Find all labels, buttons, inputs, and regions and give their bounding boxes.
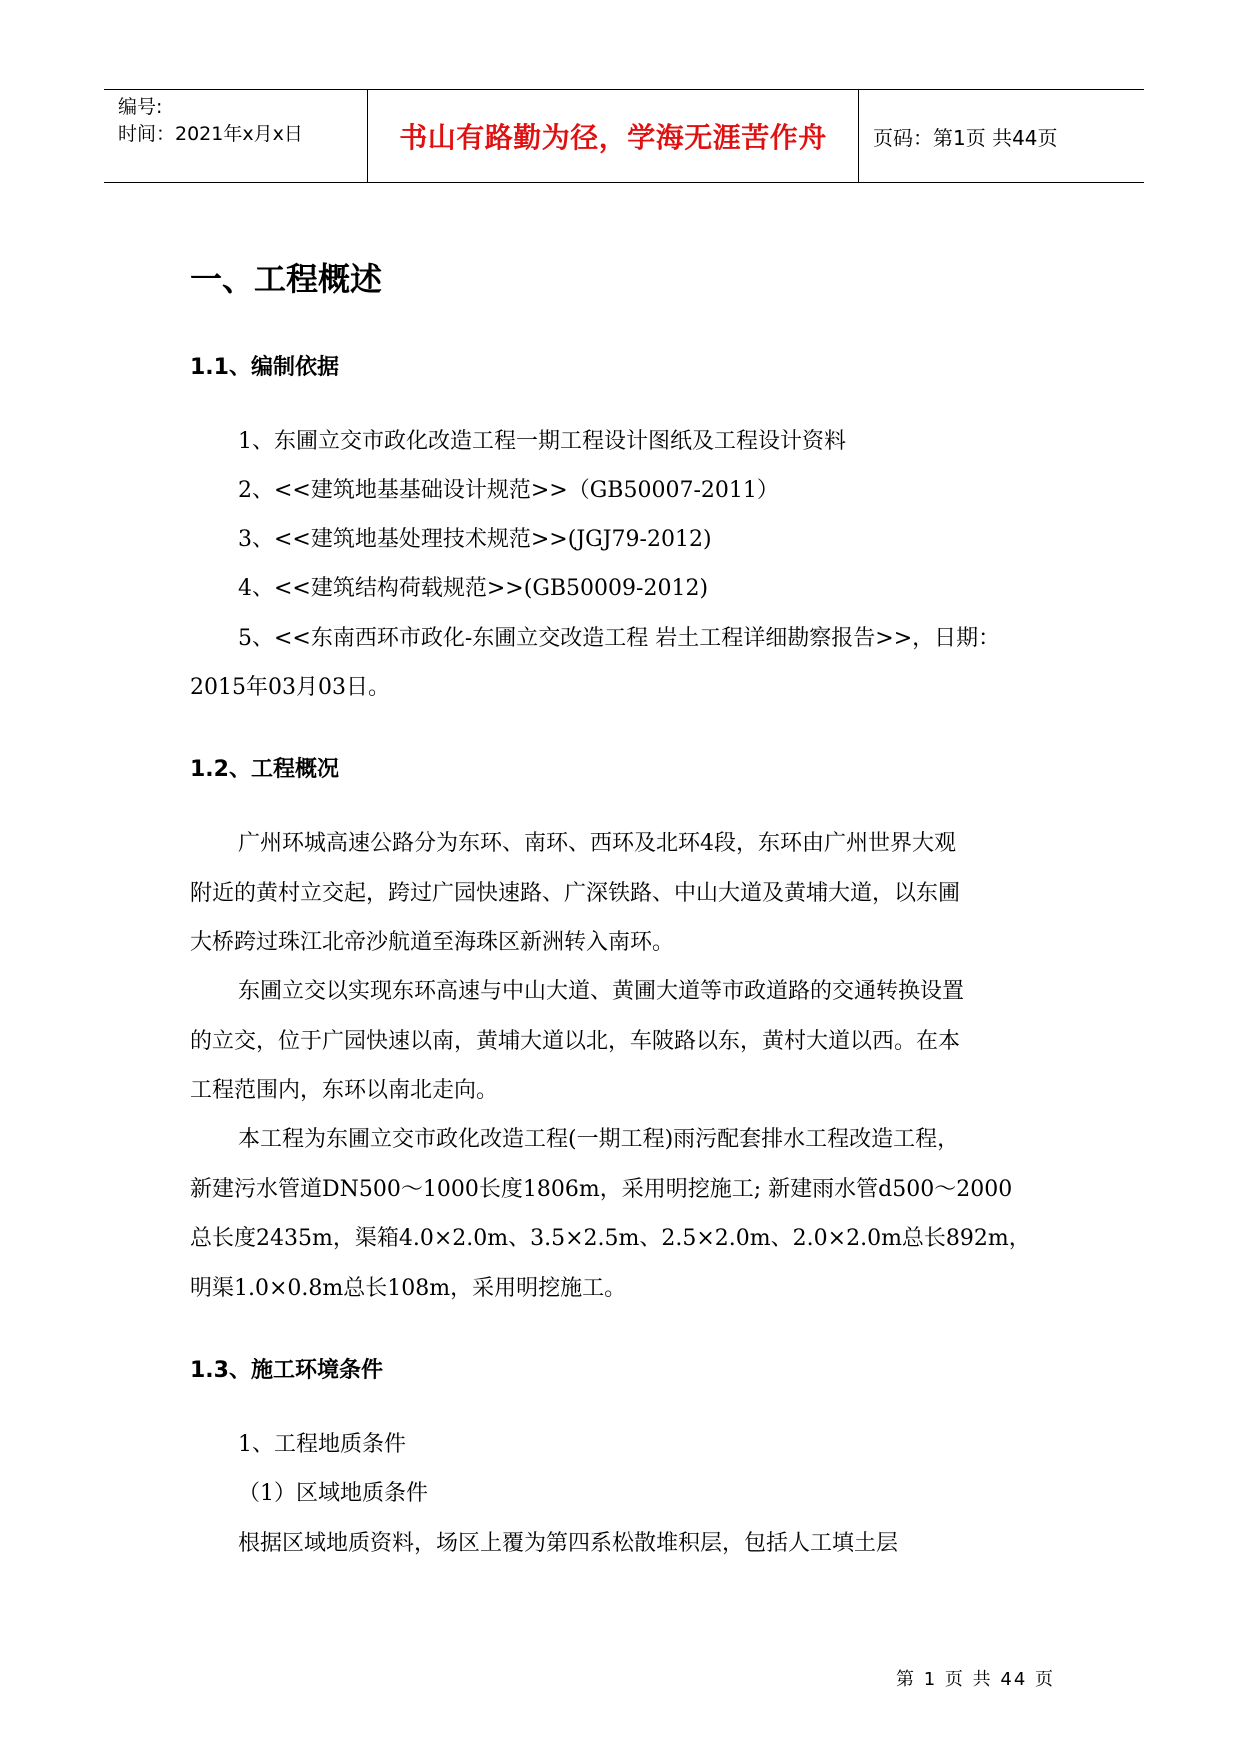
basis-item-5-cont: 2015年03月03日。	[190, 675, 390, 700]
section-1-2-title: 1.2、工程概况	[190, 757, 339, 782]
overview-line-10: 明渠1.0×0.8m总长108m，采用明挖施工。	[190, 1276, 627, 1301]
env-line-2: （1）区域地质条件	[238, 1481, 428, 1506]
header-left	[104, 90, 368, 182]
basis-item-4: 4、<<建筑结构荷载规范>>(GB50009-2012)	[238, 576, 709, 601]
basis-item-2: 2、<<建筑地基基础设计规范>>（GB50007-2011）	[238, 478, 779, 503]
overview-line-4: 东圃立交以实现东环高速与中山大道、黄圃大道等市政道路的交通转换设置	[238, 979, 965, 1004]
overview-line-2: 附近的黄村立交起，跨过广园快速路、广深铁路、中山大道及黄埔大道，以东圃	[190, 881, 961, 906]
overview-line-8: 新建污水管道DN500～1000长度1806m，采用明挖施工; 新建雨水管d500～2000	[190, 1177, 1013, 1202]
header-motto: 书山有路勤为径，学海无涯苦作舟	[368, 90, 859, 182]
overview-line-3: 大桥跨过珠江北帝沙航道至海珠区新洲转入南环。	[190, 930, 675, 955]
number-label: 编号:	[118, 96, 163, 118]
section-heading-1: 一、工程概述	[190, 260, 383, 298]
header-page-info: 页码：第1页 共44页	[873, 125, 1058, 150]
basis-item-5: 5、<<东南西环市政化-东圃立交改造工程 岩土工程详细勘察报告>>，日期：	[238, 626, 1001, 651]
overview-line-7: 本工程为东圃立交市政化改造工程(一期工程)雨污配套排水工程改造工程，	[238, 1127, 960, 1152]
page-header	[104, 89, 1144, 183]
env-line-3: 根据区域地质资料，场区上覆为第四系松散堆积层，包括人工填土层	[238, 1531, 899, 1556]
section-1-3-title: 1.3、施工环境条件	[190, 1358, 383, 1383]
section-1-1-title: 1.1、编制依据	[190, 355, 339, 380]
overview-line-9: 总长度2435m，渠箱4.0×2.0m、3.5×2.5m、2.5×2.0m、2.0×2.0m总长892m，	[190, 1226, 1031, 1251]
overview-line-5: 的立交，位于广园快速以南，黄埔大道以北，车陂路以东，黄村大道以西。在本	[190, 1029, 961, 1054]
basis-item-1: 1、东圃立交市政化改造工程一期工程设计图纸及工程设计资料	[238, 429, 846, 454]
overview-line-6: 工程范围内，东环以南北走向。	[190, 1078, 499, 1103]
basis-item-3: 3、<<建筑地基处理技术规范>>(JGJ79-2012)	[238, 527, 712, 552]
page-footer: 第 1 页 共 44 页	[896, 1669, 1055, 1690]
date-label: 时间：2021年x月x日	[118, 123, 303, 145]
overview-line-1: 广州环城高速公路分为东环、南环、西环及北环4段，东环由广州世界大观	[238, 831, 956, 856]
env-line-1: 1、工程地质条件	[238, 1432, 406, 1457]
